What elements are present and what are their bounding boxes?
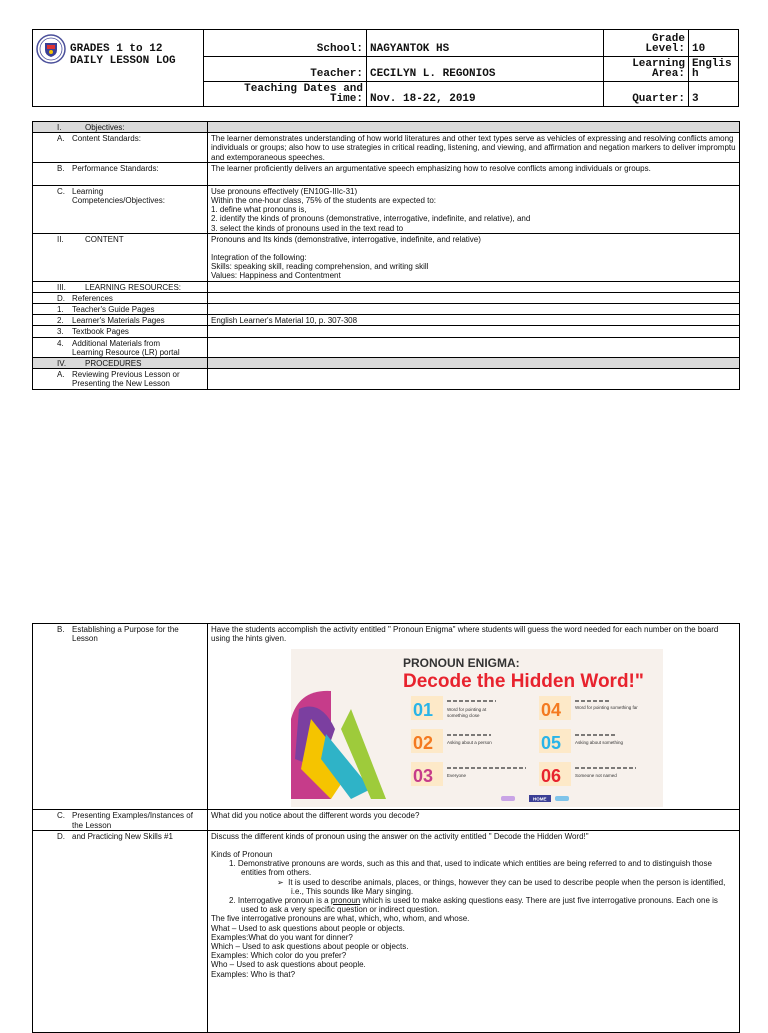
svg-text:Someone not named: Someone not named	[575, 773, 617, 779]
svg-text:01: 01	[413, 700, 434, 721]
grade-value: 10	[689, 30, 739, 57]
examples-value: What did you notice about the different words you decode?	[208, 810, 740, 830]
school-value: NAGYANTOK HS	[367, 30, 604, 57]
references-row: D. References	[33, 292, 740, 303]
svg-text:Word for pointing at: Word for pointing at	[447, 707, 487, 713]
header-table	[32, 29, 739, 107]
learning-resources-row: III. LEARNING RESOURCES:	[33, 281, 740, 292]
svg-text:Asking about a person: Asking about a person	[447, 740, 492, 746]
competencies-row: C. Learning Competencies/Objectives: Use pronouns effectively (EN10G-IIIc-31) Within the one-hour class, 75% of the students are expected to: 1. define what pronouns is, 2. identify the kinds of pronouns (demonstrative, interrogative, indefinite, and relative), and 3. select the kinds of pronouns used in the text read to	[33, 185, 740, 233]
competencies-value: Use pronouns effectively (EN10G-IIIc-31) Within the one-hour class, 75% of the students are expected to: 1. define what pronouns is, 2. identify the kinds of pronouns (demonstrative, interrogative, indefinite, and relative), and 3. select the kinds of pronouns used in the text read to	[208, 185, 740, 233]
svg-text:05: 05	[541, 733, 562, 754]
reviewing-lesson-row: A. Reviewing Previous Lesson or Presenting the New Lesson	[33, 369, 740, 389]
svg-text:something close: something close	[447, 713, 480, 719]
content-standards-value: The learner demonstrates understanding of how world literatures and other text types serve as vehicles of expressing and resolving conflicts among individuals or groups; also how to use strategies in critical reading, listening, and viewing, and affirmation and negation markers to deliver impromptu and extemporaneous speeches.	[208, 133, 740, 163]
objectives-row: I. Objectives:	[33, 122, 740, 133]
objectives-label: Objectives:	[85, 123, 125, 132]
svg-text:HOME: HOME	[533, 796, 547, 802]
svg-text:Everyone: Everyone	[447, 773, 467, 779]
school-label: School:	[204, 30, 367, 57]
svg-text:Asking about something: Asking about something	[575, 740, 624, 746]
pronoun-enigma-image	[291, 649, 663, 807]
performance-standards-value: The learner proficiently delivers an argumentative speech emphasizing how to resolve conflicts among individuals or groups.	[208, 162, 740, 185]
purpose-value: Have the students accomplish the activity entitled " Pronoun Enigma" where students will guess the word needed for each number on the board using the hints given. PRONOUN ENIGMA: Decode the Hidden Word!" 01 Word for pointing at something close 02 Asking about a person 03 Everyone 04 Word for pointing something far 05 Asking about something 06 Someone not named HOME	[208, 624, 740, 810]
practice-row: D. and Practicing New Skills #1 Discuss the different kinds of pronoun using the answer on the activity entitled " Decode the Hidden Word!" Kinds of Pronoun 1. Demonstrative pronouns are words, such as this and that, used to indicate which entities are being referred to and to distinguish those entities from others. ➢ It is used to describe animals, places, or things, however they can be used to describe people when the person is identified, i.e., This sounds like Mary singing. 2. Interrogative pronoun is a pronoun which is used to make asking questions easy. There are just five interrogative pronouns. Each one is used to ask a very specific question or indirect question. The five interrogative pronouns are what, which, who, whom, and whose. What – Used to ask questions about people or objects. Examples:What do you want for dinner? Which – Used to ask questions about people or objects. Examples: Which color do you prefer? Who – Used to ask questions about people. Examples: Who is that?	[33, 830, 740, 1032]
quarter-value: 3	[689, 82, 739, 107]
activity-title-2: Decode the Hidden Word!"	[403, 671, 644, 693]
procedures-table	[32, 623, 740, 1033]
teaching-dates-value: Nov. 18-22, 2019	[367, 82, 604, 107]
performance-standards-row: B. Performance Standards: The learner proficiently delivers an argumentative speech emphasizing how to resolve conflicts among individuals or groups.	[33, 162, 740, 185]
quarter-label: Quarter:	[604, 82, 689, 107]
learning-area-label: Learning Area:	[604, 57, 689, 82]
log-title-line2: DAILY LESSON LOG	[70, 55, 176, 67]
objectives-table	[32, 121, 740, 390]
teaching-dates-label: Teaching Dates and Time:	[204, 82, 367, 107]
deped-seal-icon	[36, 34, 66, 64]
teacher-label: Teacher:	[204, 57, 367, 82]
grade-label: Grade Level:	[604, 30, 689, 57]
svg-text:04: 04	[541, 700, 562, 721]
activity-title-1: PRONOUN ENIGMA:	[403, 656, 520, 671]
practice-value: Discuss the different kinds of pronoun using the answer on the activity entitled " Decode the Hidden Word!" Kinds of Pronoun 1. Demonstrative pronouns are words, such as this and that, used to indicate which entities are being referred to and to distinguish those entities from others. ➢ It is used to describe animals, places, or things, however they can be used to describe people when the person is identified, i.e., This sounds like Mary singing. 2. Interrogative pronoun is a pronoun which is used to make asking questions easy. There are just five interrogative pronouns. Each one is used to ask a very specific question or indirect question. The five interrogative pronouns are what, which, who, whom, and whose. What – Used to ask questions about people or objects. Examples:What do you want for dinner? Which – Used to ask questions about people or objects. Examples: Which color do you prefer? Who – Used to ask questions about people. Examples: Who is that?	[208, 830, 740, 1032]
teachers-guide-row: 1. Teacher's Guide Pages	[33, 304, 740, 315]
content-row: II. CONTENT Pronouns and Its kinds (demonstrative, interrogative, indefinite, and relative) Integration of the following: Skills: speaking skill, reading comprehension, and writing skill Values: Happiness and Contentment	[33, 233, 740, 281]
logo-cell	[33, 30, 204, 107]
content-value: Pronouns and Its kinds (demonstrative, interrogative, indefinite, and relative) Integration of the following: Skills: speaking skill, reading comprehension, and writing skill Values: Happiness and Contentment	[208, 233, 740, 281]
examples-row: C. Presenting Examples/Instances of the Lesson What did you notice about the different words you decode?	[33, 810, 740, 830]
teacher-value: CECILYN L. REGONIOS	[367, 57, 604, 82]
pronoun-link[interactable]: pronoun	[330, 896, 361, 906]
learners-materials-row: 2. Learner's Materials Pages English Learner's Material 10, p. 307-308	[33, 315, 740, 326]
svg-text:Word for pointing something fa: Word for pointing something far	[575, 705, 638, 711]
learning-area-value: Englis h	[689, 57, 739, 82]
svg-text:02: 02	[413, 733, 434, 754]
additional-materials-row: 4. Additional Materials from Learning Resource (LR) portal	[33, 337, 740, 357]
svg-text:03: 03	[413, 766, 434, 787]
home-buttons	[501, 795, 569, 802]
log-title-line1: GRADES 1 to 12	[70, 43, 163, 55]
textbook-pages-row: 3. Textbook Pages	[33, 326, 740, 337]
purpose-row: B. Establishing a Purpose for the Lesson Have the students accomplish the activity entitled " Pronoun Enigma" where students will guess the word needed for each number on the board using the hints given. PRONOUN ENIGMA: Decode the Hidden Word!" 01 Word for pointing at something close 02 Asking about a person 03 Everyone 04 Word for pointing something far 05 Asking about something 06 Someone not named HOME	[33, 624, 740, 810]
learners-materials-value: English Learner's Material 10, p. 307-308	[208, 315, 740, 326]
svg-text:06: 06	[541, 766, 562, 787]
procedures-row: IV. PROCEDURES	[33, 358, 740, 369]
content-standards-row: A. Content Standards: The learner demonstrates understanding of how world literatures and other text types serve as vehicles of expressing and resolving conflicts among individuals or groups; also how to use strategies in critical reading, listening, and viewing, and affirmation and negation markers to deliver impromptu and extemporaneous speeches.	[33, 133, 740, 163]
arrow-bullet-icon: ➢	[277, 877, 284, 887]
